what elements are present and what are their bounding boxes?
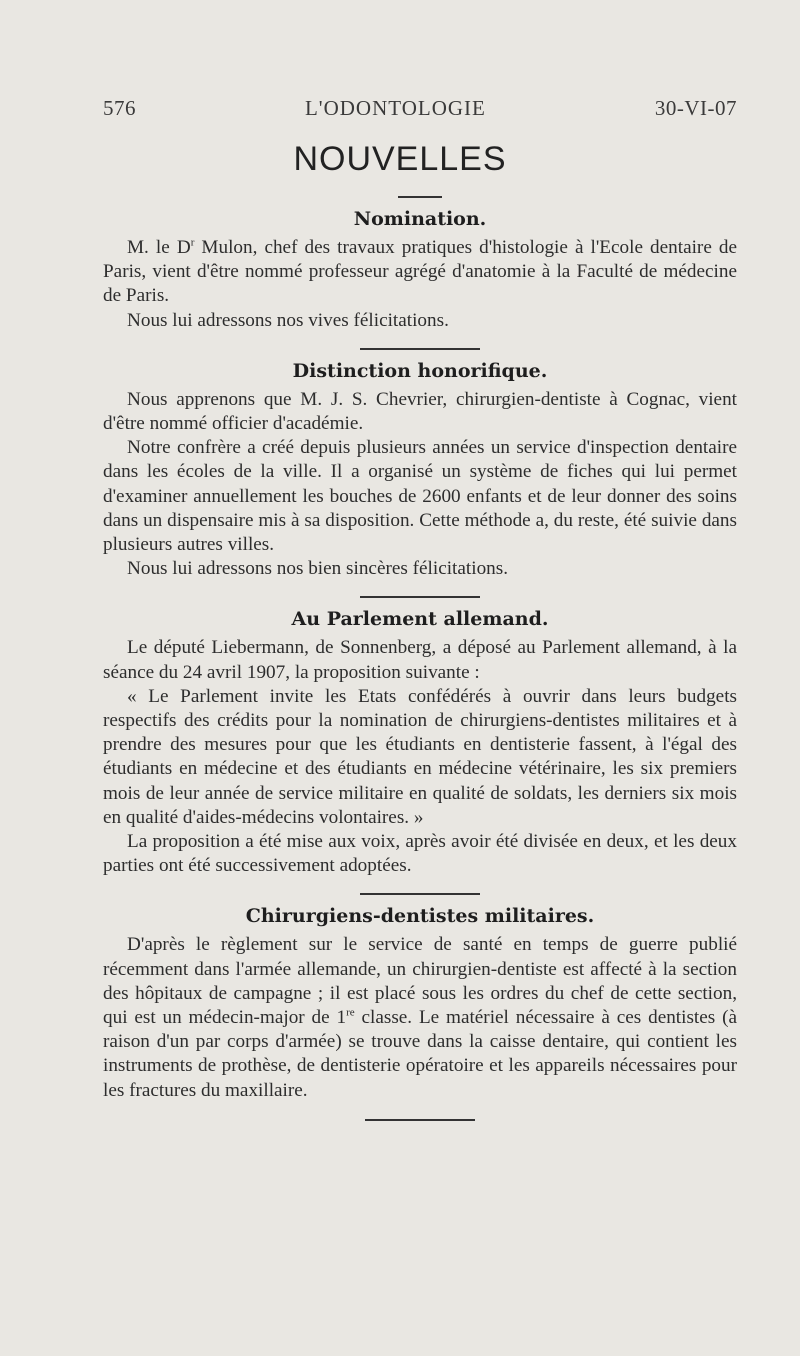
paragraph-parlement-2: « Le Parlement invite les Etats confédérés à ouvrir dans leurs budgets respectifs des crédits pour la nomination de chirurgiens-dentistes militaires et à prendre des mesures pour que les étudiants en dentisterie fassent, à l'égal des étudiants en médecine et des étudiants en médecine vétérinaire, les six premiers mois de leur année de service militaire en qualité de soldats, les derniers six mois en qualité d'aides-médecins volontaires. » (103, 685, 737, 828)
end-rule (365, 1119, 475, 1121)
running-header (103, 96, 737, 121)
section-rule (360, 893, 480, 895)
article-body (103, 196, 737, 1121)
paragraph-nomination-2: Nous lui adressons nos vives félicitations. (127, 309, 449, 331)
paragraph-distinction-1: Nous apprenons que M. J. S. Chevrier, chirurgien-dentiste à Cognac, vient d'être nommé officier d'académie. (103, 388, 737, 435)
section-rule (360, 596, 480, 598)
issue-date: 30-VI-07 (654, 96, 737, 120)
page-number: 576 (103, 96, 136, 120)
paragraph-distinction-2: Notre confrère a créé depuis plusieurs années un service d'inspection dentaire dans les écoles de la ville. Il a organisé un système de fiches qui lui permet d'examiner annuellement les bouches de 2600 enfants et de leur donner des soins dans un dispensaire mis à sa disposition. Cette méthode a, du reste, été suivie dans plusieurs autres villes. (103, 437, 737, 556)
paragraph-chirurgiens-1: D'après le règlement sur le service de santé en temps de guerre publié récemment dans l'armée allemande, un chirurgien-dentiste est affecté à la section des hôpitaux de campagne ; il est placé sous les ordres du chef de cette section, qui est un médecin-major de 1re classe. Le matériel nécessaire à ces dentistes (à raison d'un par corps d'armée) se trouve dans la caisse dentaire, qui contient les instruments de prothèse, de dentisterie opératoire et les appareils nécessaires pour les fractures du maxillaire. (103, 934, 737, 1101)
page-title: NOUVELLES (293, 140, 507, 178)
title-rule (398, 196, 442, 198)
paragraph-parlement-1: Le député Liebermann, de Sonnenberg, a déposé au Parlement allemand, à la séance du 24 avril 1907, la proposition suivante : (103, 637, 737, 683)
paragraph-parlement-3: La proposition a été mise aux voix, après avoir été divisée en deux, et les deux parties ont été successivement adoptées. (103, 831, 737, 877)
journal-title: L'ODONTOLOGIE (304, 96, 486, 120)
paragraph-distinction-3: Nous lui adressons nos bien sincères félicitations. (127, 558, 509, 580)
heading-parlement: Au Parlement allemand. (291, 608, 549, 631)
heading-chirurgiens: Chirurgiens-dentistes militaires. (245, 905, 595, 928)
paragraph-nomination-1: M. le $D^r$ Mulon, chef des travaux pratiques d'histologie à l'Ecole dentaire de Paris, vient d'être nommé professeur agrégé d'anatomie à la Faculté de médecine de Paris. (103, 236, 738, 307)
heading-distinction: Distinction honorifique. (292, 359, 548, 382)
section-rule (360, 348, 480, 350)
heading-nomination: Nomination. (353, 208, 487, 230)
